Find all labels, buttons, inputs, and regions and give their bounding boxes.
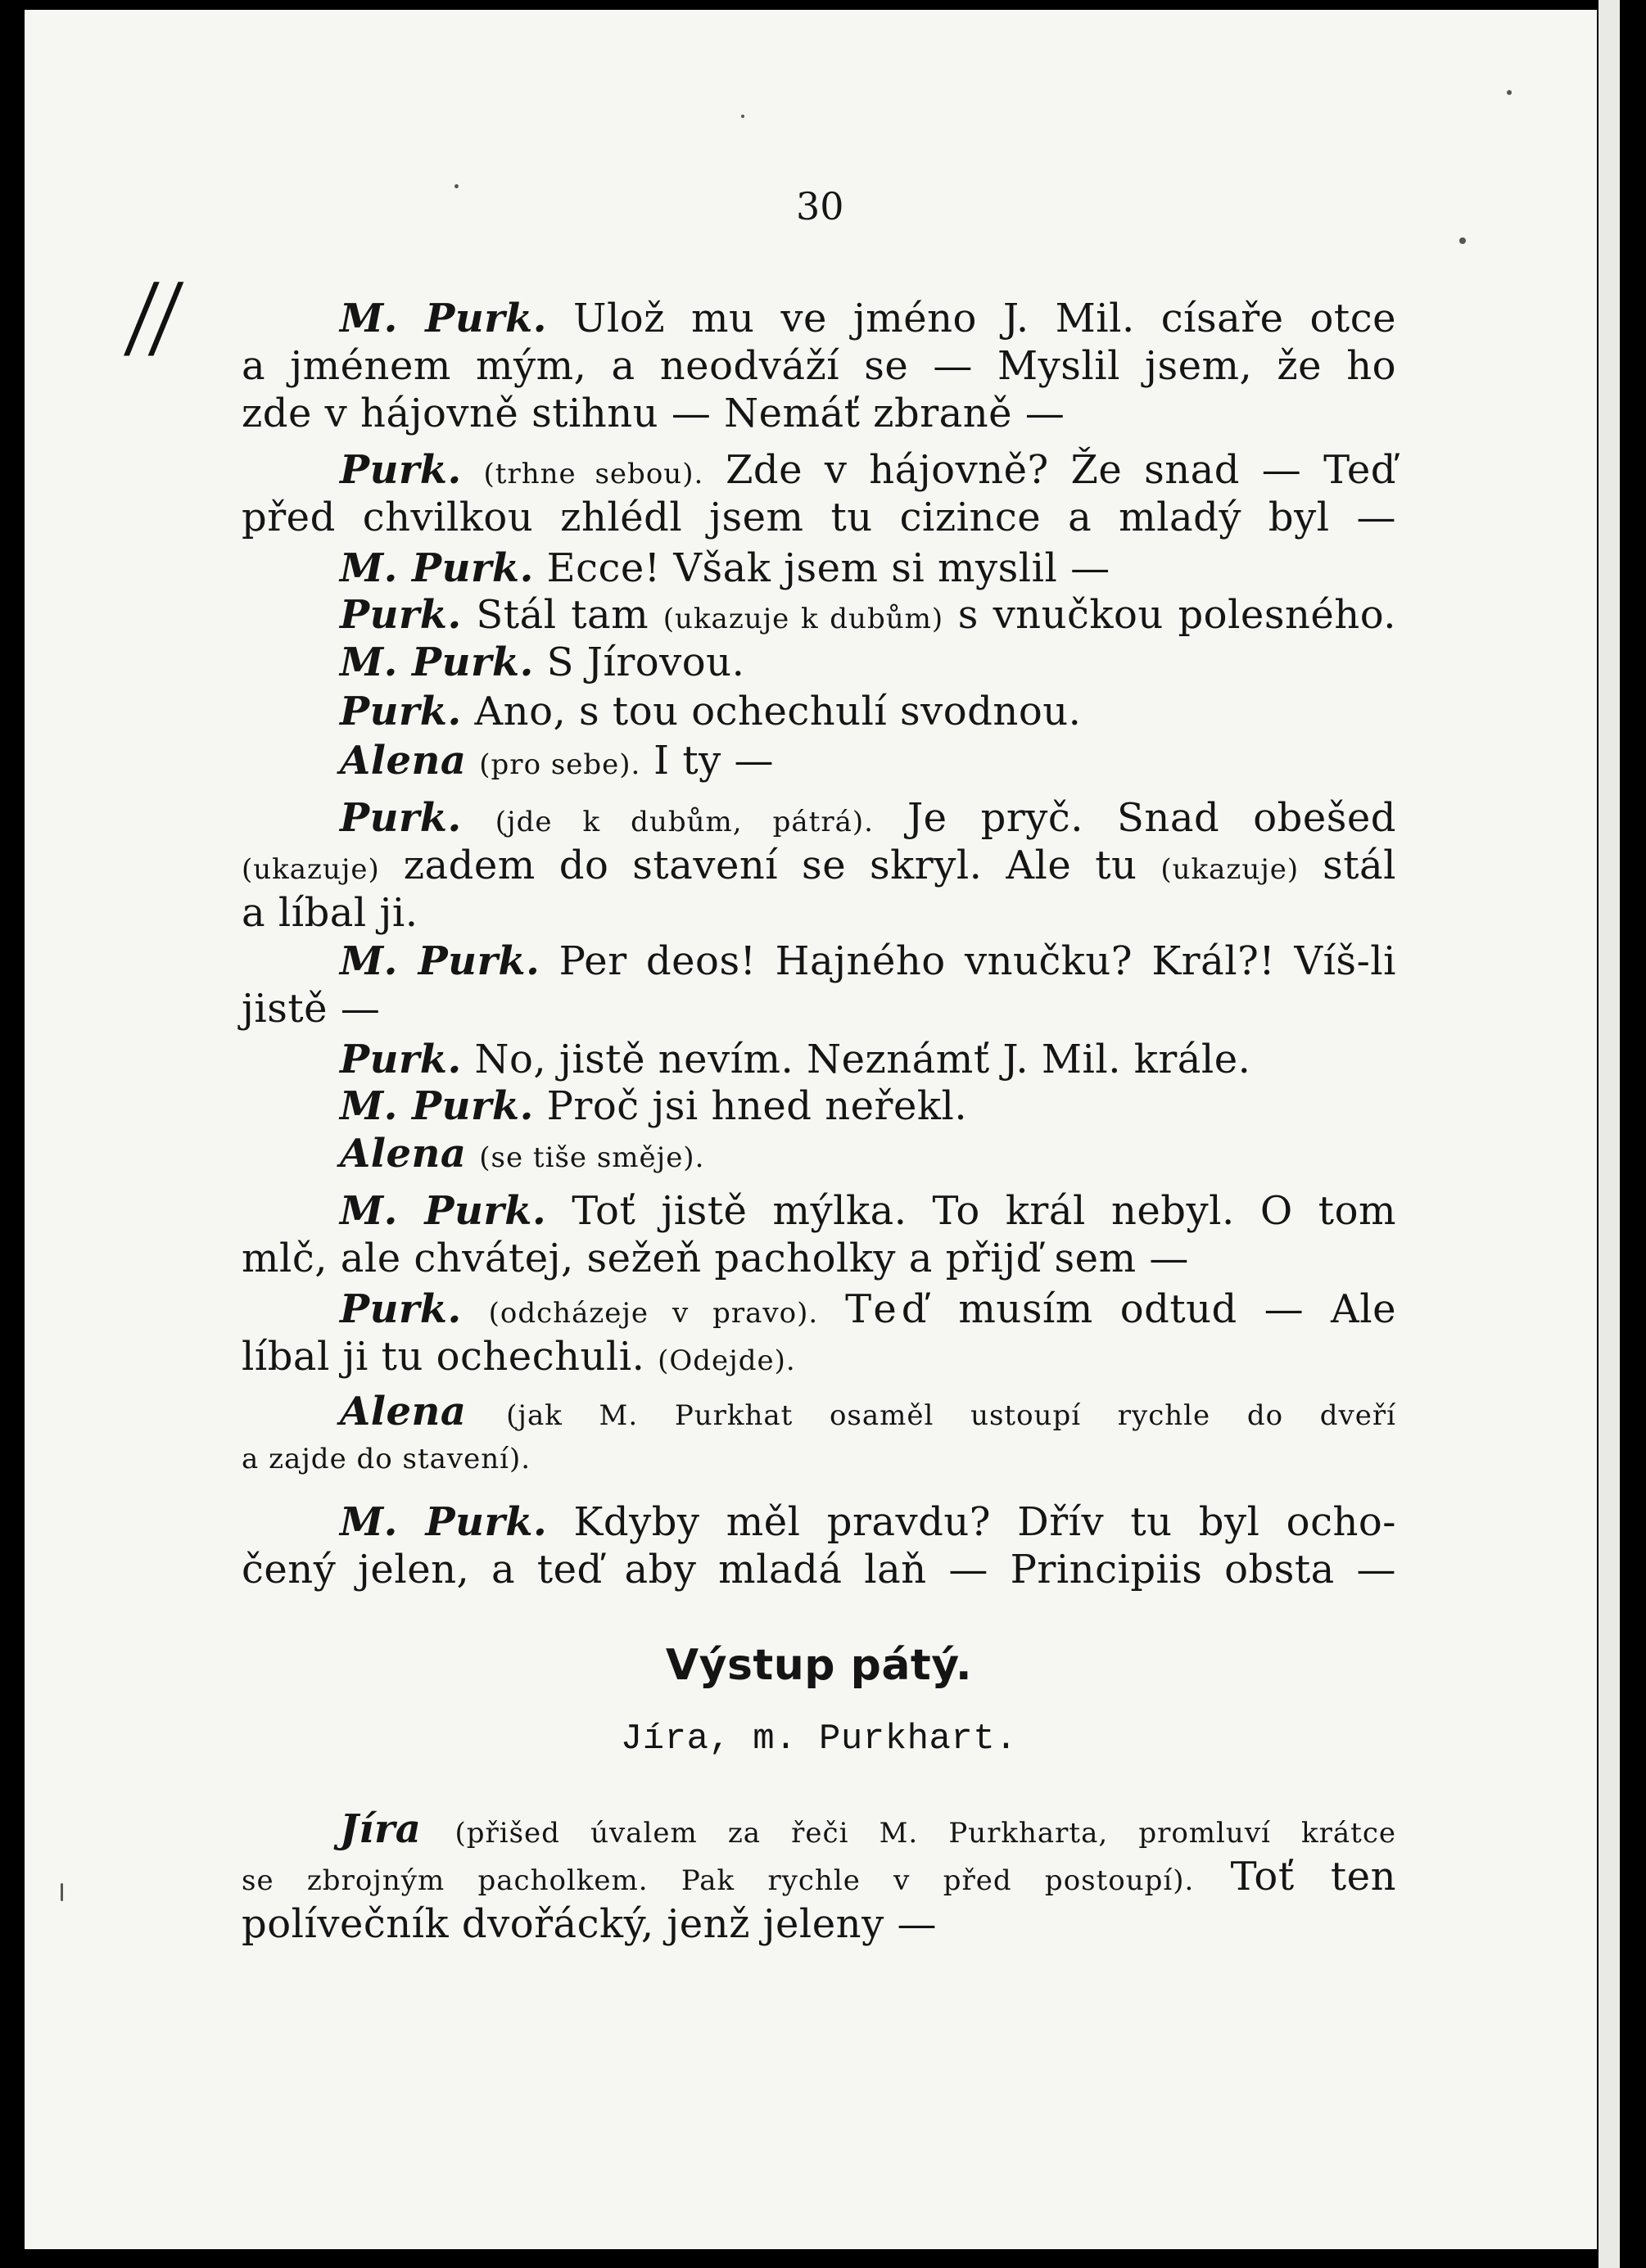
text-line: M. Purk. Ulož mu ve jméno J. Mil. císaře otce: [340, 296, 1396, 341]
text-line: Purk. (trhne sebou). Zde v hájovně? Že snad — Teď: [340, 447, 1396, 493]
paragraph: [242, 446, 1396, 541]
text-line: Purk. Stál tam (ukazuje k dubům) s vnučkou polesného.: [340, 592, 1396, 638]
paragraph: [242, 1082, 1396, 1130]
paragraph: [242, 737, 1396, 784]
text-line: mlč, ale chvátej, sežeň pacholky a přijď sem —: [242, 1236, 1189, 1281]
text-line: zde v hájovně stihnu — Nemáť zbraně —: [242, 391, 1065, 436]
paragraph: [242, 295, 1396, 437]
text-line: M. Purk. S Jírovou.: [340, 639, 745, 685]
text-line: (ukazuje) zadem do stavení se skryl. Ale tu (ukazuje) stál: [242, 843, 1397, 888]
paper-speck: [741, 115, 744, 118]
paragraph: [242, 688, 1396, 735]
text-line: Purk. Ano, s tou ochechulí svodnou.: [340, 689, 1082, 734]
paper-speck: [1459, 237, 1466, 244]
text-line: čený jelen, a teď aby mladá laň — Principiis obsta —: [242, 1547, 1396, 1593]
text-line: Purk. (jde k dubům, pátrá). Je pryč. Snad obešed: [340, 795, 1396, 841]
text-line: Alena (se tiše směje).: [340, 1131, 705, 1177]
text-line: se zbrojným pacholkem. Pak rychle v před postoupí). Toť ten: [242, 1854, 1396, 1900]
paragraph: [242, 937, 1396, 1032]
paper-speck: [1507, 90, 1512, 95]
text-line: polívečník dvořácký, jenž jeleny —: [242, 1901, 937, 1947]
text-line: M. Purk. Proč jsi hned neřekl.: [340, 1083, 968, 1129]
text-line: a zajde do stavení).: [242, 1443, 531, 1475]
paragraph: [242, 591, 1396, 639]
paragraph: [242, 544, 1396, 592]
text-line: před chvilkou zhlédl jsem tu cizince a mladý byl —: [242, 495, 1396, 540]
page-edge: [1599, 0, 1620, 2268]
text-line: jistě —: [242, 986, 381, 1032]
paragraph: [242, 1498, 1396, 1593]
paper-speck: [454, 184, 459, 188]
scene-cast: Jíra, m. Purkhart.: [620, 1719, 1018, 1760]
paragraph: [242, 1036, 1396, 1083]
paragraph: [242, 794, 1396, 937]
page-number: 30: [796, 184, 844, 228]
paragraph: [242, 1388, 1396, 1483]
text-line: M. Purk. Toť jistě mýlka. To král nebyl. O tom: [340, 1188, 1396, 1234]
text-line: Alena (pro sebe). I ty —: [340, 738, 775, 784]
text-line: Alena (jak M. Purkhat osaměl ustoupí rychle do dveří: [340, 1389, 1396, 1434]
text-line: M. Purk. Per deos! Hajného vnučku? Král?! Víš-li: [340, 938, 1396, 984]
text-line: líbal ji tu ochechuli. (Odejde).: [242, 1334, 796, 1380]
paragraph: [242, 1805, 1396, 1948]
text-line: a líbal ji.: [242, 890, 418, 936]
paragraph: [242, 1130, 1396, 1177]
paragraph: [242, 1187, 1396, 1282]
paragraph: [242, 639, 1396, 686]
text-line: Purk. (odcházeje v pravo). Teď musím odtud — Ale: [340, 1286, 1396, 1332]
text-line: a jménem mým, a neodváží se — Myslil jsem, že ho: [242, 343, 1396, 389]
paragraph: [242, 1285, 1396, 1380]
text-line: M. Purk. Kdyby měl pravdu? Dřív tu byl ocho-: [340, 1499, 1396, 1545]
paper-speck: [61, 1883, 63, 1901]
margin-mark: //: [129, 264, 179, 369]
text-line: Jíra (přišed úvalem za řeči M. Purkharta, promluví krátce: [340, 1806, 1396, 1852]
scene-heading: Výstup pátý.: [665, 1641, 973, 1690]
text-line: M. Purk. Ecce! Však jsem si myslil —: [340, 545, 1110, 591]
text-line: Purk. No, jistě nevím. Neznámť J. Mil. krále.: [340, 1037, 1251, 1082]
